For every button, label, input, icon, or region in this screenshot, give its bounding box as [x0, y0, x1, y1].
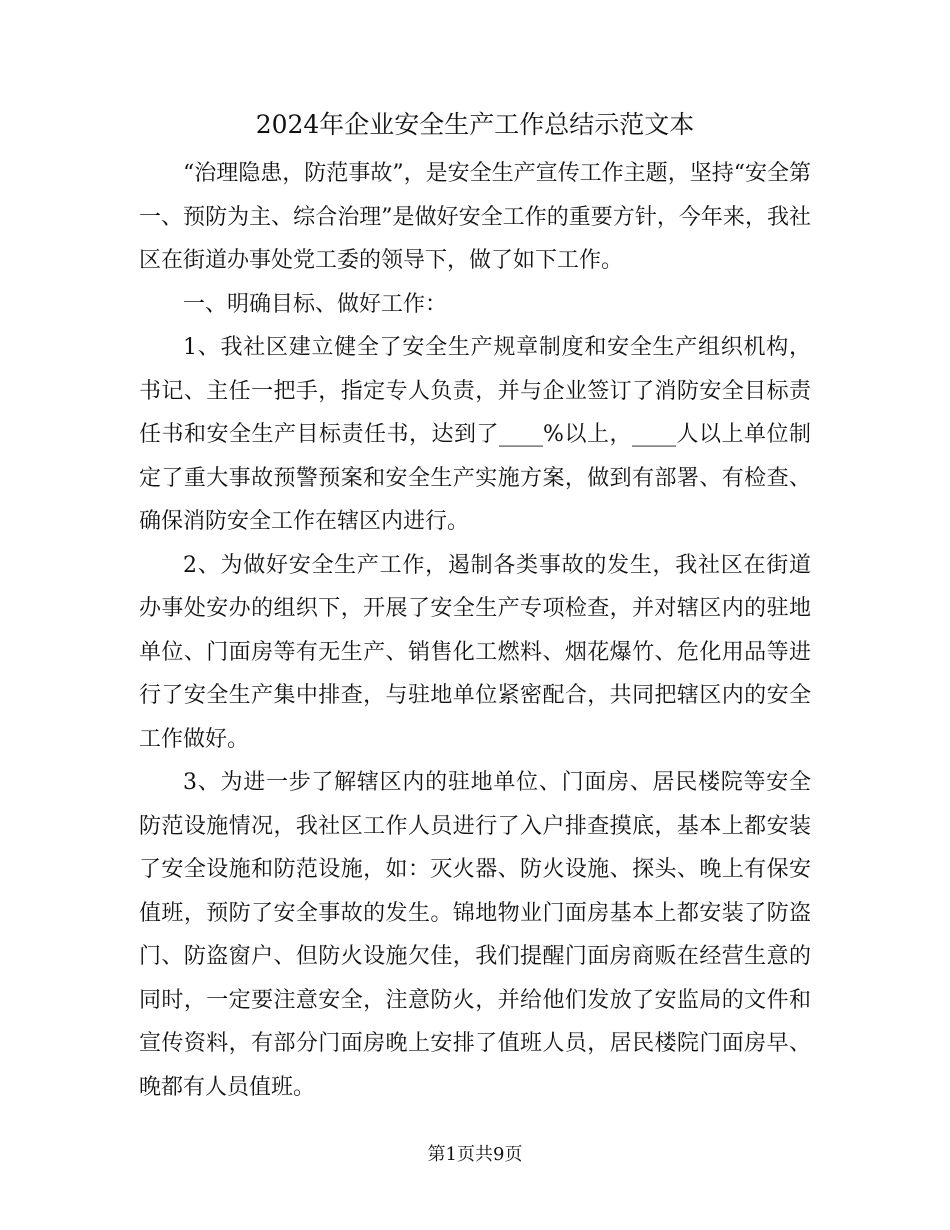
paragraph-item-3: 3、为进一步了解辖区内的驻地单位、门面房、居民楼院等安全防范设施情况，我社区工作人员进行了入户排查摸底，基本上都安装了安全设施和防范设施，如：灭火器、防火设施、探头、晚上有保安值班，预防了安全事故的发生。锦地物业门面房基本上都安装了防盗门、防盗窗户、但防火设施欠佳，我们提醒门面房商贩在经营生意的同时，一定要注意安全，注意防火，并给他们发放了安监局的文件和宣传资料，有部分门面房晚上安排了值班人员，居民楼院门面房早、晚都有人员值班。 — [139, 770, 811, 1100]
paragraph-item-2: 2、为做好安全生产工作，遏制各类事故的发生，我社区在街道办事处安办的组织下，开展了安全生产专项检查，并对辖区内的驻地单位、门面房等有无生产、销售化工燃料、烟花爆竹、危化用品等进行了安全生产集中排查，与驻地单位紧密配合，共同把辖区内的安全工作做好。 — [139, 552, 811, 752]
document-title: 2024年企业安全生产工作总结示范文本 — [255, 110, 695, 139]
document-body — [139, 152, 811, 1109]
paragraph-section-heading: 一、明确目标、做好工作： — [183, 291, 448, 317]
paragraph-intro: “治理隐患，防范事故”，是安全生产宣传工作主题，坚持“安全第一、预防为主、综合治理”是做好安全工作的重要方针，今年来，我社区在街道办事处党工委的领导下，做了如下工作。 — [139, 161, 811, 273]
page-number: 第1页共9页 — [427, 1144, 523, 1165]
paragraph-item-1: 1、我社区建立健全了安全生产规章制度和安全生产组织机构，书记、主任一把手，指定专人负责，并与企业签订了消防安全目标责任书和安全生产目标责任书，达到了____%以上，____人以上单位制定了重大事故预警预案和安全生产实施方案，做到有部署、有检查、确保消防安全工作在辖区内进行。 — [139, 335, 811, 534]
